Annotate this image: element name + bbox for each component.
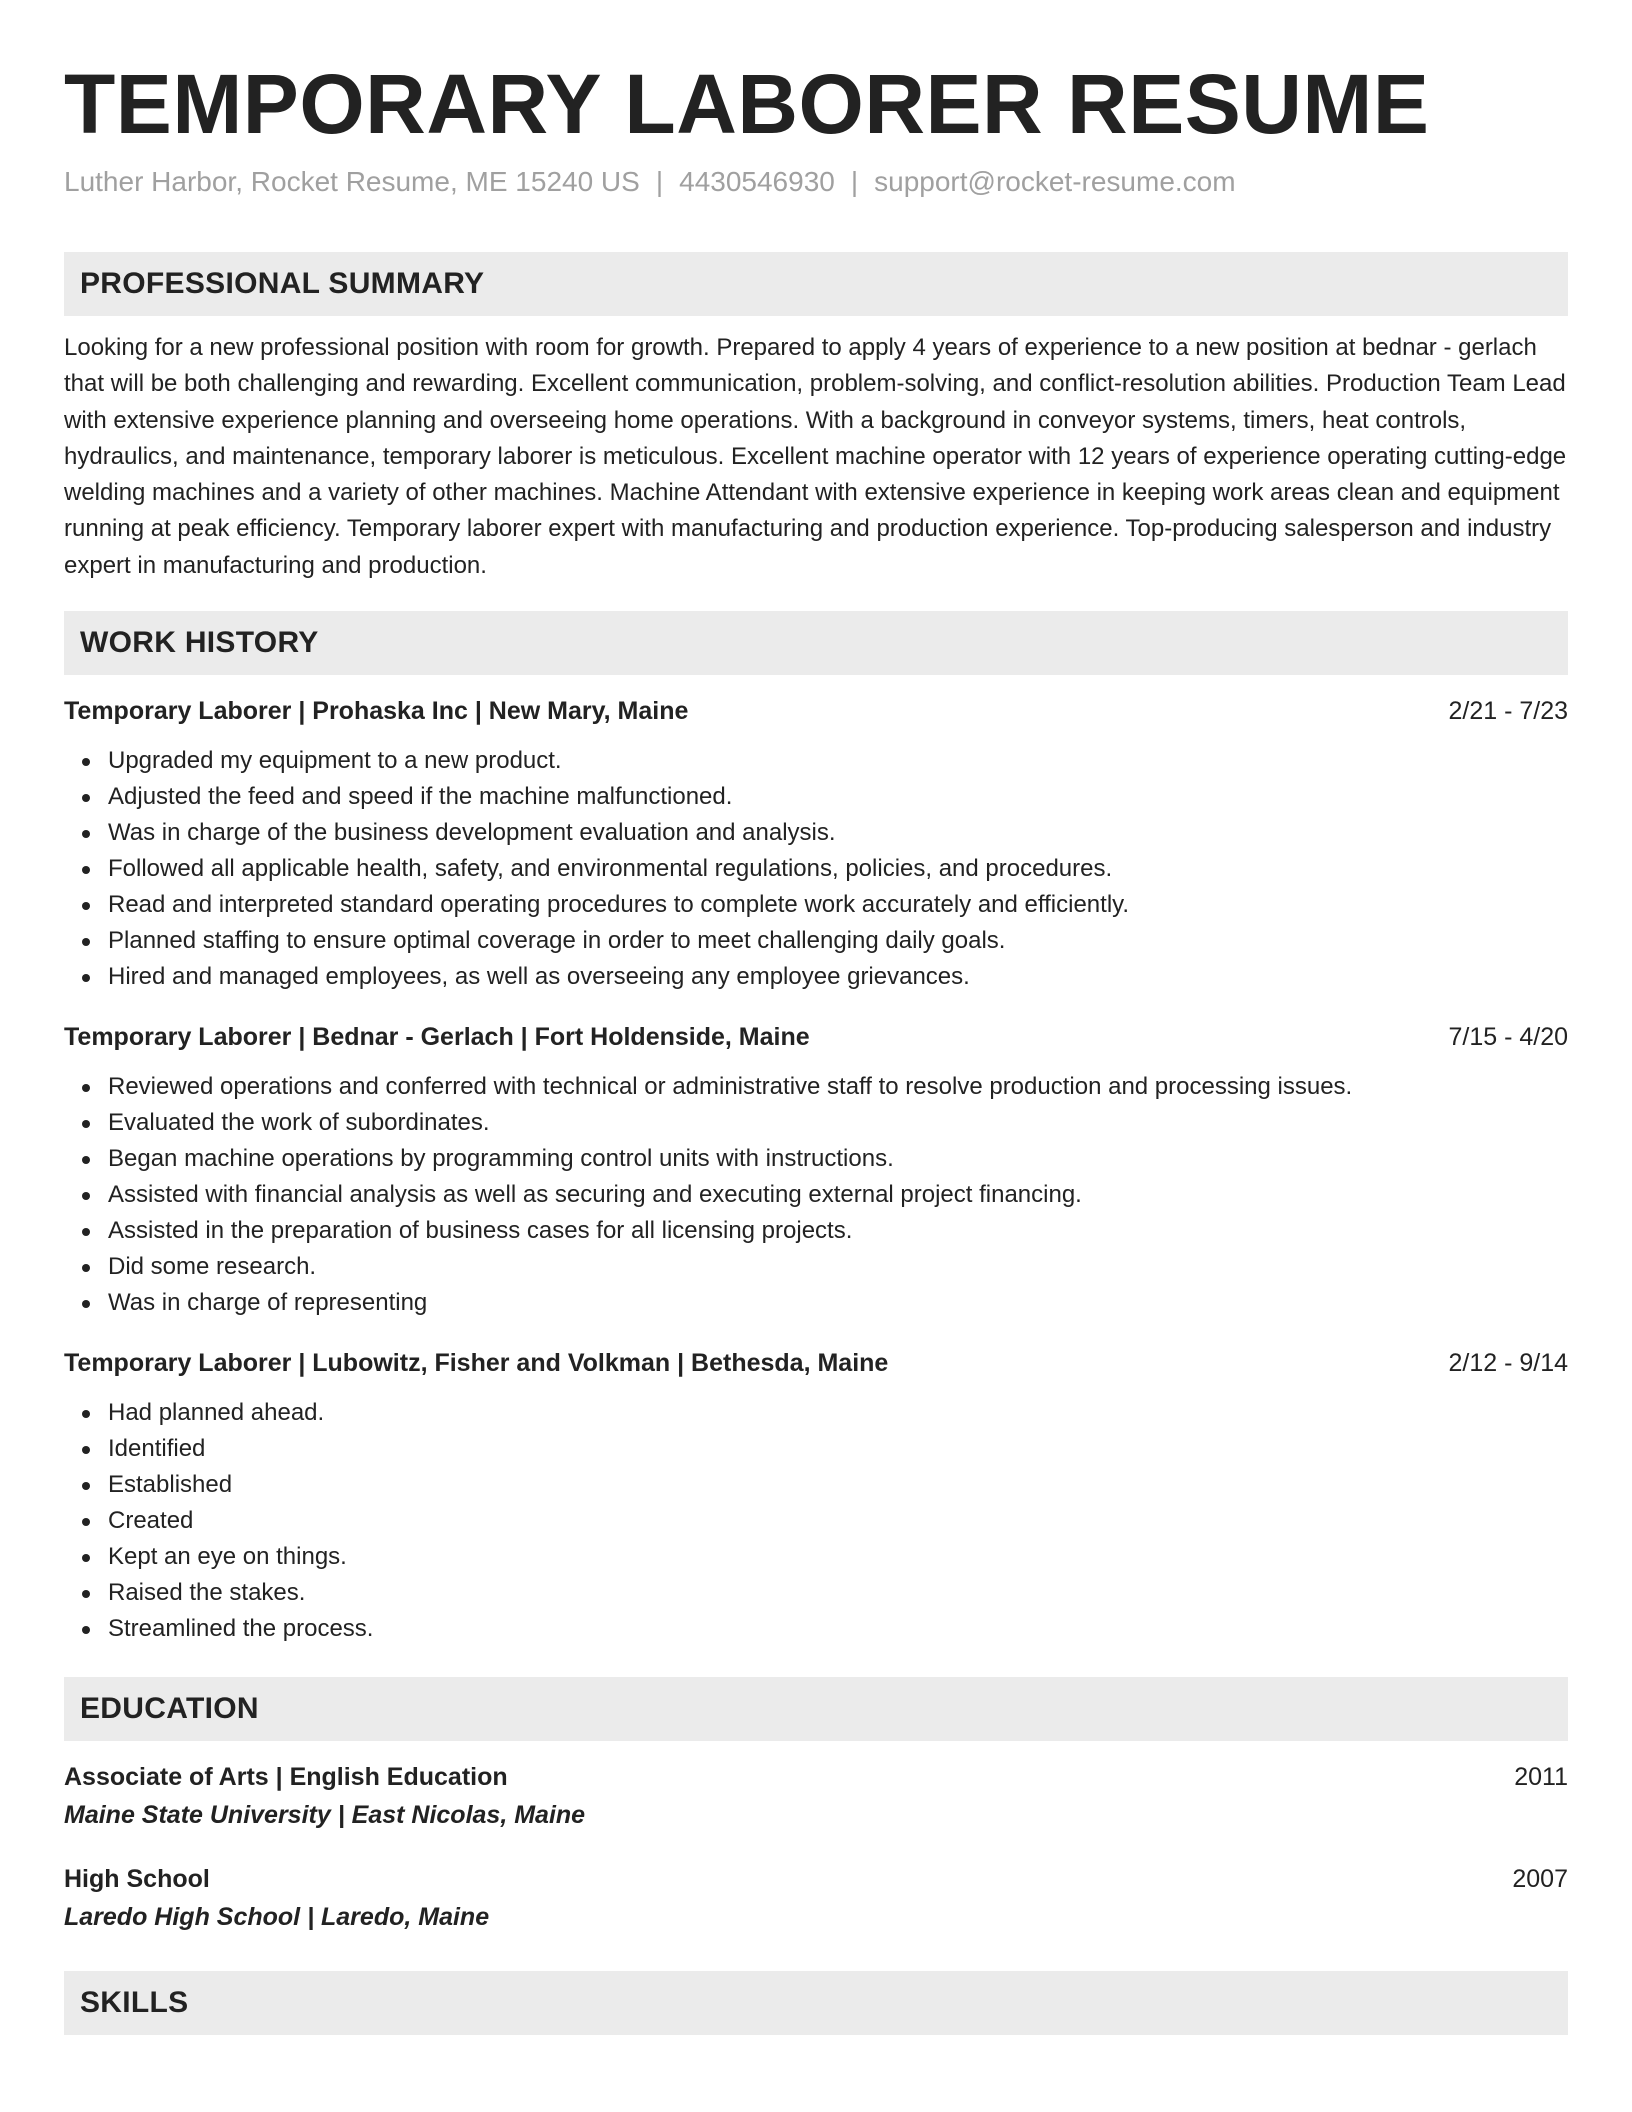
job-entry: [64, 693, 1568, 995]
resume-title: TEMPORARY LABORER RESUME: [64, 57, 1430, 151]
contact-phone: 4430546930: [679, 166, 835, 197]
job-header: [64, 693, 1568, 729]
job-bullet: Did some research.: [108, 1249, 1568, 1285]
contact-separator: |: [850, 166, 859, 197]
education-entry: [64, 1861, 1568, 1935]
job-bullet: Identified: [108, 1431, 1568, 1467]
education-year: 2007: [1512, 1865, 1568, 1894]
section-header-education: EDUCATION: [64, 1677, 1568, 1741]
job-bullet: Assisted in the preparation of business cases for all licensing projects.: [108, 1213, 1568, 1249]
job-header: [64, 1345, 1568, 1381]
job-bullet-list: [64, 743, 1568, 995]
education-entry: [64, 1759, 1568, 1833]
job-bullet: Planned staffing to ensure optimal coverage in order to meet challenging daily goals.: [108, 923, 1568, 959]
job-bullet: Had planned ahead.: [108, 1395, 1568, 1431]
contact-email: support@rocket-resume.com: [874, 166, 1236, 197]
job-title: Temporary Laborer | Bednar - Gerlach | Fort Holdenside, Maine: [64, 1023, 810, 1052]
education-header: [64, 1861, 1568, 1897]
job-dates: 7/15 - 4/20: [1448, 1023, 1568, 1052]
job-bullet-list: [64, 1069, 1568, 1321]
contact-line: [64, 164, 1568, 200]
job-bullet: Was in charge of the business development evaluation and analysis.: [108, 815, 1568, 851]
job-header: [64, 1019, 1568, 1055]
job-bullet: Raised the stakes.: [108, 1575, 1568, 1611]
job-bullet: Established: [108, 1467, 1568, 1503]
section-header-summary: PROFESSIONAL SUMMARY: [64, 252, 1568, 316]
contact-address: Luther Harbor, Rocket Resume, ME 15240 US: [64, 166, 640, 197]
education-degree: Associate of Arts | English Education: [64, 1763, 508, 1792]
contact-separator: |: [655, 166, 664, 197]
job-bullet: Kept an eye on things.: [108, 1539, 1568, 1575]
section-header-skills: SKILLS: [64, 1971, 1568, 2035]
resume-page: [64, 0, 1568, 2035]
job-bullet: Evaluated the work of subordinates.: [108, 1105, 1568, 1141]
job-bullet-list: [64, 1395, 1568, 1647]
job-bullet: Upgraded my equipment to a new product.: [108, 743, 1568, 779]
education-degree: High School: [64, 1865, 210, 1894]
job-bullet: Began machine operations by programming control units with instructions.: [108, 1141, 1568, 1177]
job-bullet: Created: [108, 1503, 1568, 1539]
job-bullet: Read and interpreted standard operating procedures to complete work accurately and efficiently.: [108, 887, 1568, 923]
job-title: Temporary Laborer | Lubowitz, Fisher and Volkman | Bethesda, Maine: [64, 1349, 889, 1378]
job-bullet: Reviewed operations and conferred with technical or administrative staff to resolve production and processing issues.: [108, 1069, 1568, 1105]
job-dates: 2/12 - 9/14: [1448, 1349, 1568, 1378]
job-entry: [64, 1345, 1568, 1647]
job-dates: 2/21 - 7/23: [1448, 697, 1568, 726]
job-bullet: Assisted with financial analysis as well as securing and executing external project financing.: [108, 1177, 1568, 1213]
job-bullet: Followed all applicable health, safety, and environmental regulations, policies, and procedures.: [108, 851, 1568, 887]
job-bullet: Hired and managed employees, as well as overseeing any employee grievances.: [108, 959, 1568, 995]
section-header-work-history: WORK HISTORY: [64, 611, 1568, 675]
job-bullet: Streamlined the process.: [108, 1611, 1568, 1647]
job-title: Temporary Laborer | Prohaska Inc | New Mary, Maine: [64, 697, 689, 726]
education-header: [64, 1759, 1568, 1795]
job-bullet: Adjusted the feed and speed if the machine malfunctioned.: [108, 779, 1568, 815]
education-school: Maine State University | East Nicolas, Maine: [64, 1801, 586, 1830]
job-bullet: Was in charge of representing: [108, 1285, 1568, 1321]
education-year: 2011: [1514, 1763, 1568, 1792]
job-entry: [64, 1019, 1568, 1321]
education-school: Laredo High School | Laredo, Maine: [64, 1903, 490, 1932]
summary-text: Looking for a new professional position with room for growth. Prepared to apply 4 years of experience to a new position at bednar - gerlach that will be both challenging and rewarding. Excellent communication, problem-solving, and conflict-resolution abilities. Production Team Lead with extensive experience planning and overseeing home operations. With a background in conveyor systems, timers, heat controls, hydraulics, and maintenance, temporary laborer is meticulous. Excellent machine operator with 12 years of experience operating cutting-edge welding machines and a variety of other machines. Machine Attendant with extensive experience in keeping work areas clean and equipment running at peak efficiency. Temporary laborer expert with manufacturing and production experience. Top-producing salesperson and industry expert in manufacturing and production.: [64, 334, 1567, 579]
